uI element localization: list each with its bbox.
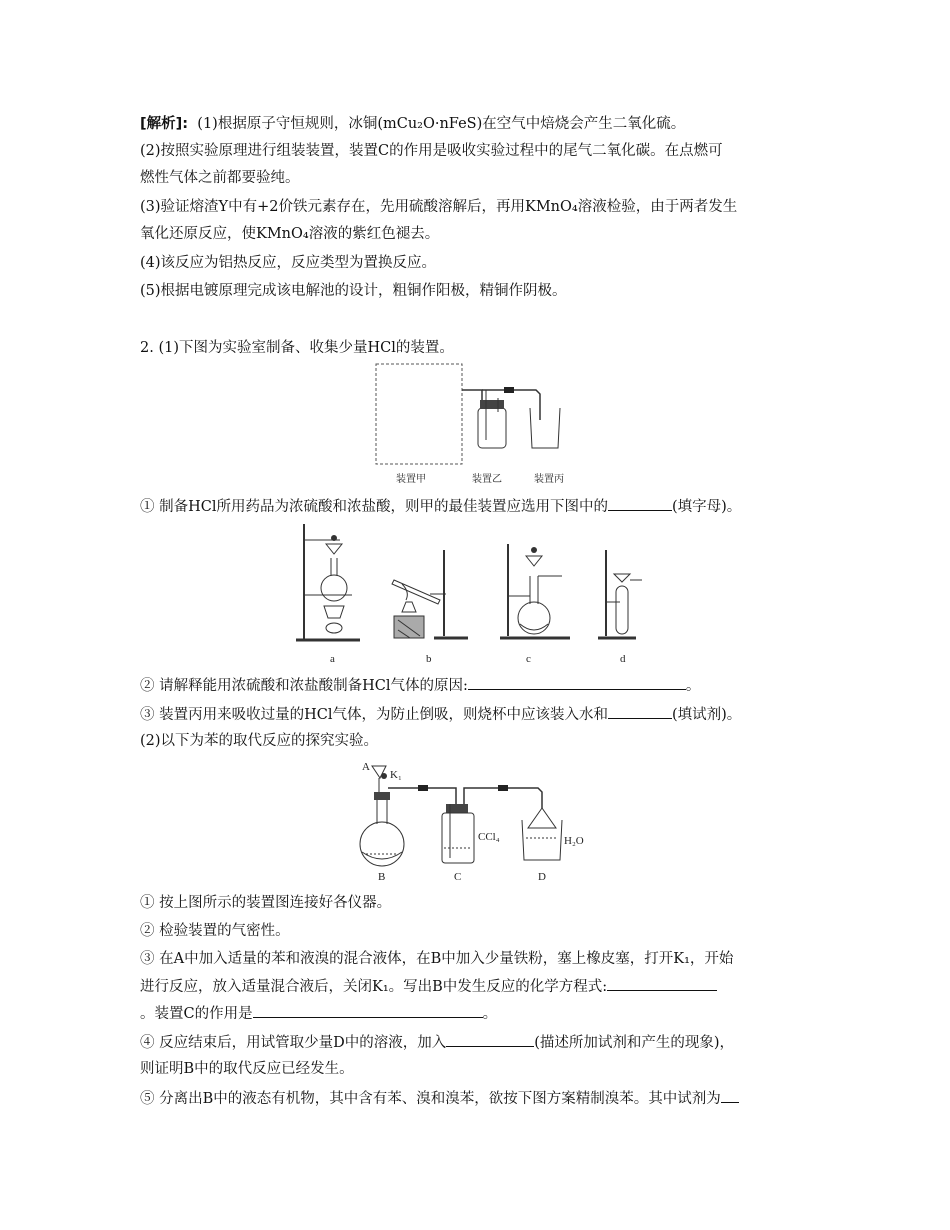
answer-blank-5[interactable] <box>253 1003 483 1018</box>
answer-blank-1[interactable] <box>608 496 672 511</box>
answer-blank-3[interactable] <box>608 704 672 719</box>
figure-hcl-apparatus <box>370 360 580 488</box>
option-a-apparatus <box>296 524 360 640</box>
answer-blank-6[interactable] <box>446 1032 534 1047</box>
analysis-p1: (1)根据原子守恒规则，冰铜(mCu₂O·nFeS)在空气中焙烧会产生二氧化硫。 <box>197 116 686 132</box>
analysis-heading: [解析]: <box>140 116 189 132</box>
q2-t1: ① 按上图所示的装置图连接好各仪器。 <box>140 895 392 911</box>
q2-s3-text: ③ 装置丙用来吸收过量的HCl气体，为防止倒吸，则烧杯中应该装入水和 <box>140 707 608 723</box>
q2-s1-text: ① 制备HCl所用药品为浓硫酸和浓盐酸，则甲的最佳装置应选用下图中的 <box>140 499 608 515</box>
fig1-label-bing: 装置丙 <box>534 474 564 485</box>
fig2-label-c: c <box>526 653 531 665</box>
fig3-label-d: D <box>538 871 546 883</box>
fig1-label-yi: 装置乙 <box>472 474 502 485</box>
figure-options-abcd <box>290 520 670 668</box>
q2-t3b-text: 进行反应，放入适量混合液后，关闭K₁。写出B中发生反应的化学方程式: <box>140 979 608 995</box>
option-b-apparatus <box>392 550 468 638</box>
fig3-label-h2o: H₂O <box>564 835 584 847</box>
q2-t4a-text: ④ 反应结束后，用试管取少量D中的溶液，加入 <box>140 1035 447 1051</box>
analysis-p3b: 氧化还原反应，使KMnO₄溶液的紫红色褪去。 <box>140 226 440 242</box>
q2-s3 <box>140 704 741 725</box>
q2-s2 <box>140 675 700 696</box>
analysis-p2b: 燃性气体之前都要验纯。 <box>140 170 300 186</box>
q2-t2: ② 检验装置的气密性。 <box>140 923 290 939</box>
device-jia-box <box>376 364 462 464</box>
bottle-yi <box>478 408 506 448</box>
q2-s1 <box>140 496 741 517</box>
q2-t4a <box>140 1032 734 1053</box>
delivery-tube <box>462 390 482 400</box>
analysis-p4: (4)该反应为铝热反应，反应类型为置换反应。 <box>140 255 437 271</box>
fig3-label-a: A <box>362 761 370 773</box>
q2-t3a: ③ 在A中加入适量的苯和液溴的混合液体，在B中加入少量铁粉，塞上橡皮塞，打开K₁，开始 <box>140 951 734 967</box>
answer-blank-2[interactable] <box>468 675 686 690</box>
q2-t3c-text: 。装置C的作用是 <box>140 1006 253 1022</box>
fig2-label-b: b <box>426 653 432 665</box>
fig3-label-c: C <box>454 871 462 883</box>
fig1-label-jia: 装置甲 <box>396 474 426 485</box>
option-d-apparatus <box>598 550 642 638</box>
analysis-p2a: (2)按照实验原理进行组装装置，装置C的作用是吸收实验过程中的尾气二氧化碳。在点燃可 <box>140 143 723 159</box>
fig2-label-a: a <box>330 653 335 665</box>
fig3-label-b: B <box>378 871 386 883</box>
fig3-label-k1: K₁ <box>390 769 402 781</box>
q2-t4b: 则证明B中的取代反应已经发生。 <box>140 1061 354 1077</box>
analysis-line-1 <box>140 114 685 134</box>
q2-s2-text: ② 请解释能用浓硫酸和浓盐酸制备HCl气体的原因: <box>140 678 468 694</box>
fig3-label-ccl4: CCl₄ <box>478 831 500 843</box>
analysis-p3a: (3)验证熔渣Y中有+2价铁元素存在，先用硫酸溶解后，再用KMnO₄溶液检验，由于两者发生 <box>140 199 738 215</box>
answer-blank-7[interactable] <box>721 1088 739 1103</box>
option-c-apparatus <box>500 544 570 638</box>
answer-blank-4[interactable] <box>607 976 717 991</box>
beaker-bing <box>530 408 560 448</box>
q2-t5 <box>140 1088 739 1109</box>
q2-t3b <box>140 976 717 997</box>
beaker-d <box>522 820 562 860</box>
q2-t3c-end: 。 <box>482 1006 498 1022</box>
q2-s3-end: (填试剂)。 <box>671 707 742 723</box>
q2-part2: (2)以下为苯的取代反应的探究实验。 <box>140 733 379 749</box>
fig2-label-d: d <box>620 653 626 665</box>
q2-intro: 2. (1)下图为实验室制备、收集少量HCl的装置。 <box>140 340 454 356</box>
q2-t4a-end: (描述所加试剂和产生的现象)， <box>534 1035 735 1051</box>
q2-s1-end: (填字母)。 <box>671 499 742 515</box>
figure-benzene-apparatus <box>358 756 598 886</box>
q2-s2-end: 。 <box>685 678 701 694</box>
q2-t5-text: ⑤ 分离出B中的液态有机物，其中含有苯、溴和溴苯，欲按下图方案精制溴苯。其中试剂为 <box>140 1091 721 1107</box>
analysis-p5: (5)根据电镀原理完成该电解池的设计，粗铜作阳极，精铜作阴极。 <box>140 283 567 299</box>
bottle-c <box>442 813 474 863</box>
q2-t3c <box>140 1003 497 1024</box>
